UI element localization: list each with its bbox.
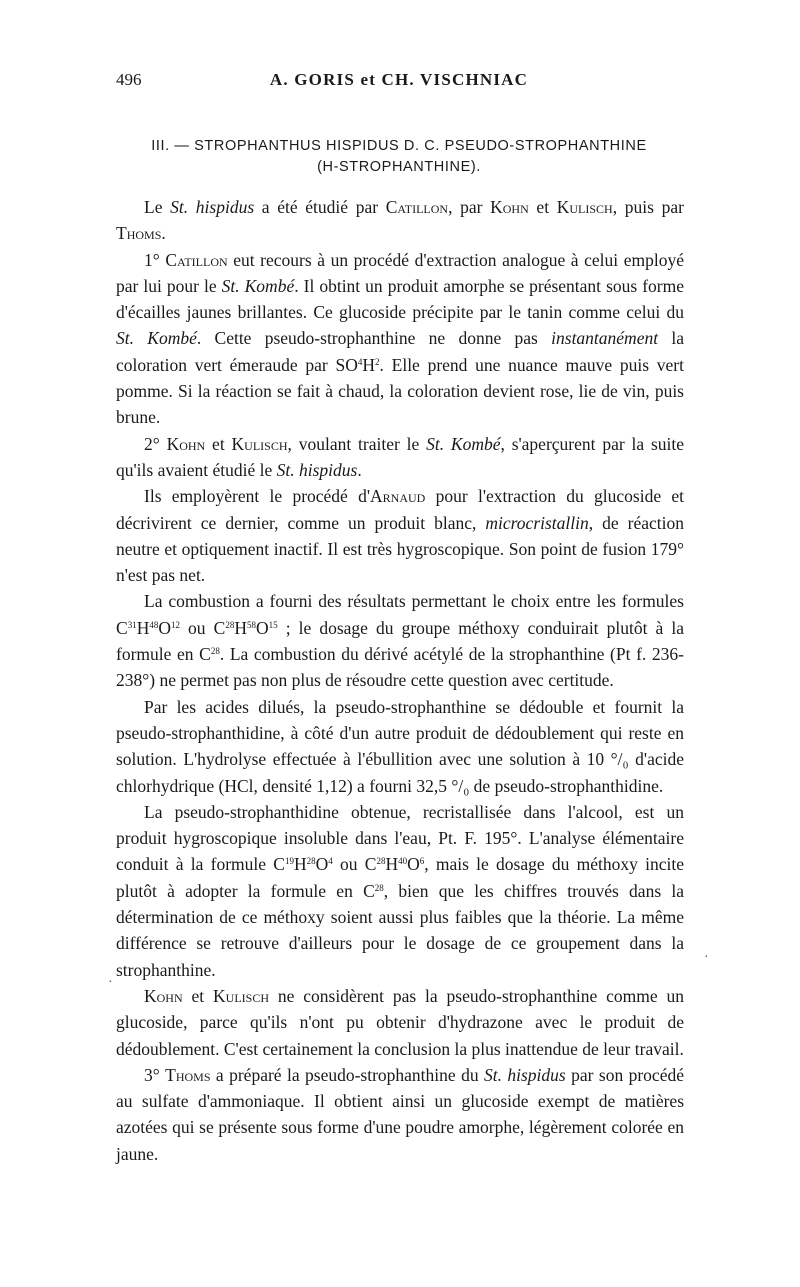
- text: a été étudié par: [254, 197, 386, 217]
- section-title-line-1: III. — STROPHANTHUS HISPIDUS D. C. PSEUDO-STROPHANTHINE: [151, 138, 647, 154]
- text: , mais le dosage du méthoxy incite plutôt à adopter la formule en: [116, 854, 684, 901]
- text: Le: [144, 197, 171, 217]
- text: , voulant traiter le: [287, 433, 427, 454]
- formula-index: 28: [225, 619, 235, 630]
- text: , de réaction neutre et optiquement inactif. Il est très hygroscopique. Son point de fusion 179° n'est pas net.: [116, 512, 685, 586]
- author-name: Kohn: [166, 433, 206, 454]
- species-name: St. Kombé: [116, 328, 197, 349]
- paragraph-7: [116, 799, 684, 983]
- formula-part: H: [293, 854, 307, 875]
- species-name: St. hispidus: [483, 1064, 566, 1085]
- emphasis: instantanément: [551, 328, 659, 349]
- formula-part: SO: [335, 354, 358, 375]
- formula-index: 4: [328, 856, 333, 867]
- page-number: 496: [116, 70, 142, 89]
- formula-c28-b: [363, 881, 384, 901]
- species-name: St. hispidus: [276, 459, 358, 480]
- author-name: Kulisch: [556, 197, 613, 217]
- text: .: [357, 459, 362, 480]
- species-name: St. Kombé: [426, 433, 501, 454]
- body-text: [116, 194, 684, 1167]
- formula-part: O: [158, 617, 171, 638]
- text: . Cette pseudo-strophanthine ne donne pas: [196, 328, 552, 349]
- running-head: A. GORIS et CH. VISCHNIAC: [269, 70, 529, 89]
- formula-index: 19: [284, 856, 294, 867]
- text: . Il obtint un produit amorphe se présentant sous forme d'écailles jaunes brillantes. Ce glucoside précipite par le tanin comme celui du: [116, 275, 684, 323]
- formula-c28: [199, 644, 220, 664]
- formula-part: O: [315, 854, 329, 875]
- formula-index: 31: [127, 619, 137, 630]
- formula-part: C: [273, 854, 285, 875]
- item-number: 1°: [144, 249, 160, 270]
- species-name: St. hispidus: [170, 197, 255, 217]
- paragraph-6: Par les acides dilués, la pseudo-strophanthine se dédouble et fournit la pseudo-strophanthidine, à côté d'un autre produit de dédoublement qui reste en solution. L'hydrolyse effectuée à l'ébullition avec une solution à 10 °/₀ d'acide chlorhydrique (HCl, densité 1,12) a fourni 32,5 °/₀ de pseudo-strophanthidine.: [116, 696, 684, 796]
- item-number: 2°: [144, 433, 160, 454]
- text: ou: [179, 617, 214, 638]
- text: , s'aperçurent par la suite qu'ils avaient étudié le: [116, 433, 685, 480]
- text: eut recours à un procédé d'extraction analogue à celui employé par lui pour le: [116, 249, 684, 296]
- paragraph-1: [116, 194, 684, 247]
- author-name: Kohn: [490, 197, 529, 217]
- formula-index: 28: [376, 856, 386, 867]
- paragraph-8: [116, 983, 684, 1062]
- text: , puis par: [612, 197, 684, 217]
- formula-index: 2: [375, 356, 380, 367]
- formula-part: H: [136, 617, 150, 638]
- page-header: [116, 70, 682, 96]
- author-name: Catillon: [385, 197, 449, 217]
- formula-index: 4: [357, 356, 363, 367]
- formula-index: 12: [170, 619, 180, 630]
- text: , bien que les chiffres trouvés dans la détermination de ce méthoxy soient aussi plus faibles que la théorie. La même différence se retrouve d'ailleurs pour le dosage de ce groupement dans la strophanthine.: [116, 880, 685, 980]
- paragraph-9: [116, 1062, 684, 1167]
- author-name: Thoms: [165, 1064, 211, 1085]
- formula-index: 40: [398, 856, 408, 867]
- text: et: [205, 433, 232, 454]
- formula-part: C: [363, 880, 375, 901]
- item-number: 3°: [144, 1064, 160, 1085]
- text: , par: [448, 197, 491, 217]
- text: .: [161, 223, 166, 244]
- margin-dot-left: ·: [108, 975, 113, 990]
- author-name: Thoms: [116, 223, 162, 244]
- text: et: [528, 197, 557, 217]
- text: La combustion a fourni des résultats permettant le choix entre les formules: [144, 591, 684, 612]
- text: et: [182, 985, 214, 1006]
- formula-part: C: [116, 617, 128, 638]
- species-name: St. Kombé: [221, 275, 295, 296]
- author-name: Kulisch: [231, 433, 288, 454]
- text: Ils employèrent le procédé d': [144, 486, 371, 507]
- text: ; le dosage du groupe méthoxy conduirait plutôt à la formule en: [116, 617, 685, 665]
- formula-part: C: [199, 644, 211, 665]
- text: . La combustion du dérivé acétylé de la strophanthine (Pt f. 236-238°) ne permet pas non plus de résoudre cette question avec certitude.: [116, 644, 684, 691]
- author-name: Kulisch: [213, 985, 270, 1006]
- text: a préparé la pseudo-strophanthine du: [210, 1064, 484, 1085]
- formula-1: [116, 618, 180, 638]
- formula-index: 58: [246, 619, 256, 630]
- formula-index: 48: [149, 619, 159, 630]
- formula-part: C: [213, 617, 226, 638]
- author-name: Kohn: [144, 985, 183, 1006]
- paragraph-5: [116, 588, 684, 693]
- paragraph-3: [116, 431, 684, 484]
- formula-index: 6: [419, 856, 425, 867]
- formula-part: H: [385, 854, 399, 875]
- section-title: [116, 136, 682, 178]
- formula-index: 28: [210, 646, 220, 657]
- text: . Elle prend une nuance mauve puis vert pomme. Si la réaction se fait à chaud, la coloration devient rose, lie de vin, puis brune.: [116, 354, 684, 428]
- section-title-line-2: (H-STROPHANTHINE).: [317, 159, 481, 175]
- text: ou: [332, 854, 365, 875]
- formula-part: O: [407, 854, 420, 875]
- text: ne considèrent pas la pseudo-strophanthine comme un glucoside, parce qu'ils n'ont pu obtenir d'hydrazone avec le produit de dédoublement. C'est certainement la conclusion la plus inattendue de leur travail.: [116, 985, 684, 1059]
- formula-3: [273, 854, 332, 874]
- formula-index: 15: [268, 619, 278, 630]
- paragraph-4: [116, 483, 684, 588]
- formula-index: 28: [374, 882, 384, 893]
- text: la coloration vert émeraude par: [116, 328, 684, 375]
- formula-4: [365, 854, 424, 874]
- formula-part: C: [364, 854, 377, 875]
- paragraph-2: [116, 247, 684, 431]
- text: pour l'extraction du glucoside et décrivirent ce dernier, comme un produit blanc,: [116, 486, 684, 533]
- formula-2: [214, 618, 278, 638]
- formula-part: H: [234, 617, 247, 638]
- emphasis: microcristallin: [485, 512, 589, 533]
- formula-part: O: [255, 617, 269, 638]
- formula-part: H: [362, 354, 376, 375]
- text: par son procédé au sulfate d'ammoniaque. Il obtient ainsi un glucoside exempt de matières azotées qui se présente sous forme d'une poudre amorphe, légèrement colorée en jaune.: [116, 1064, 684, 1164]
- formula-so4h2: [336, 355, 380, 375]
- text: La pseudo-strophanthidine obtenue, recristallisée dans l'alcool, est un produit hygroscopique insoluble dans l'eau, Pt. F. 195°. L'analyse élémentaire conduit à la formule: [116, 801, 684, 875]
- formula-index: 28: [306, 856, 316, 867]
- author-name: Arnaud: [370, 486, 426, 507]
- margin-dot-right: ·: [704, 950, 709, 965]
- author-name: Catillon: [165, 249, 228, 270]
